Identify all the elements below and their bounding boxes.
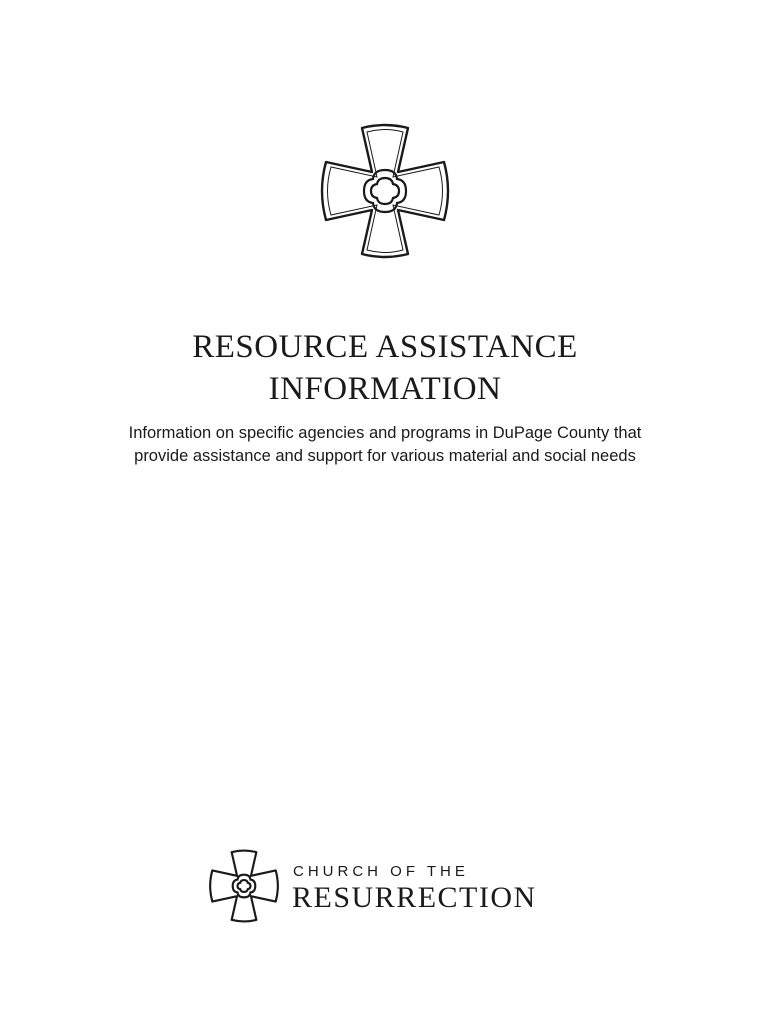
subtitle-line-2: provide assistance and support for various material and social needs	[134, 447, 636, 465]
cross-emblem-icon	[318, 122, 452, 260]
church-logo	[208, 848, 568, 928]
cross-inner-outline	[328, 130, 443, 253]
subtitle-line-1: Information on specific agencies and programs in DuPage County that	[128, 424, 642, 442]
logo-text-resurrection: RESURRECTION	[292, 881, 537, 914]
title-line-2: INFORMATION	[268, 371, 502, 407]
page-subtitle	[60, 422, 710, 468]
cross-logo-icon	[208, 848, 280, 924]
quatrefoil-center	[364, 170, 406, 212]
cross-outline	[322, 125, 448, 257]
page-title	[0, 326, 770, 410]
logo-text-church-of-the: CHURCH OF THE	[293, 863, 469, 880]
title-line-1: RESOURCE ASSISTANCE	[192, 329, 578, 365]
